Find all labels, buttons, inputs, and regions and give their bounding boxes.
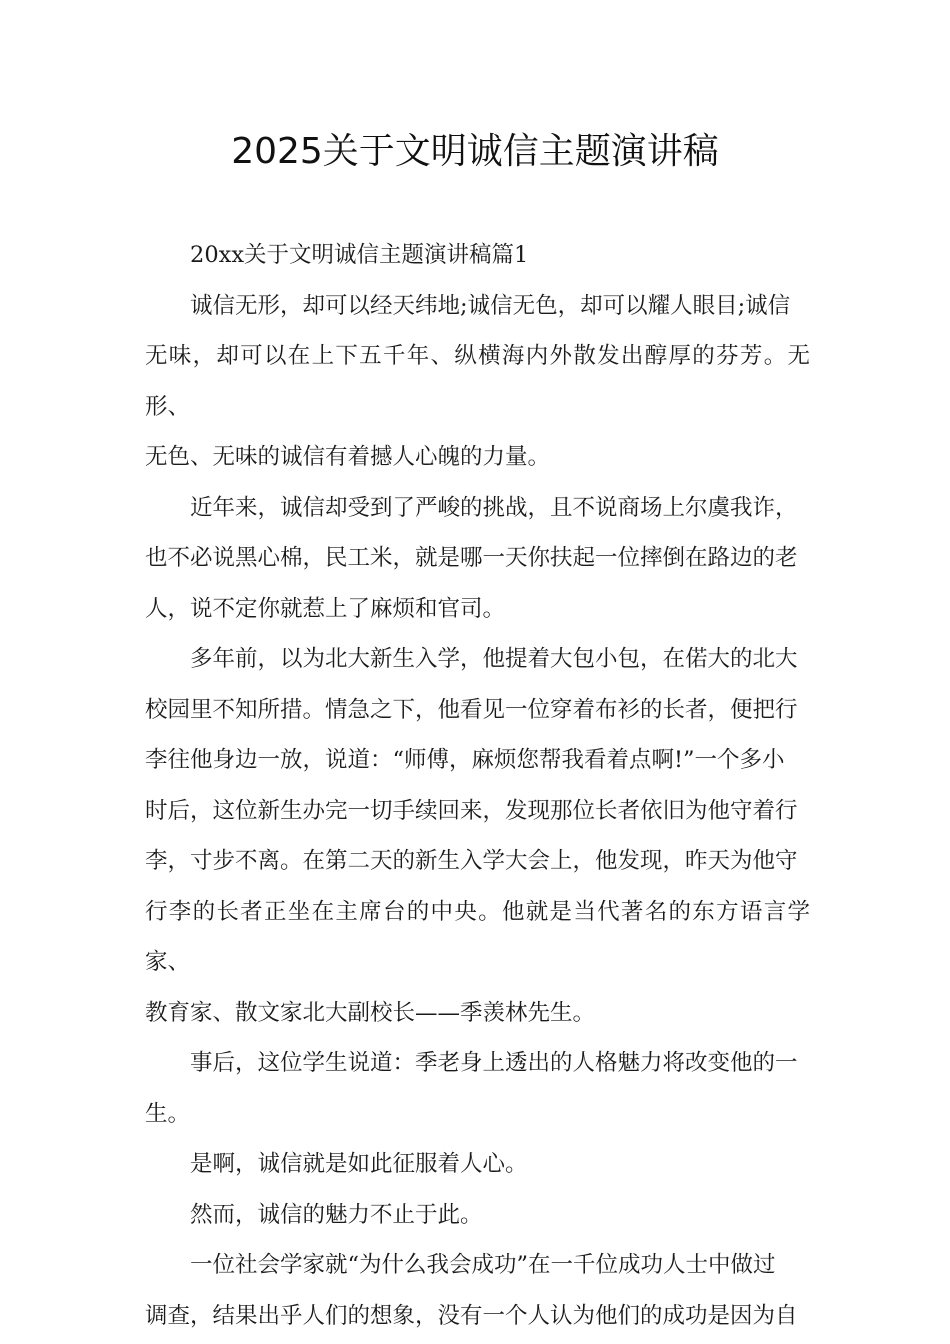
text-line: 无味，却可以在上下五千年、纵横海内外散发出醇厚的芬芳。无形、	[145, 343, 810, 420]
text-line: 人，说不定你就惹上了麻烦和官司。	[145, 595, 506, 622]
text-line: 生。	[145, 1100, 191, 1127]
text-line: 然而，诚信的魅力不止于此。	[190, 1201, 483, 1228]
paragraph-5	[145, 1038, 810, 1139]
paragraph-2	[145, 281, 810, 483]
text-line: 无色、无味的诚信有着撼人心魄的力量。	[145, 444, 551, 470]
text-line: 近年来，诚信却受到了严峻的挑战，且不说商场上尔虞我诈，	[190, 494, 798, 521]
paragraph-3	[145, 483, 810, 635]
text-line: 调查，结果出乎人们的想象，没有一个人认为他们的成功是因为自	[145, 1302, 798, 1329]
text-line: 一位社会学家就“为什么我会成功”在一千位成功人士中做过	[190, 1252, 776, 1278]
text-line: 行李的长者正坐在主席台的中央。他就是当代著名的东方语言学家、	[145, 898, 810, 975]
text-line: 是啊，诚信就是如此征服着人心。	[190, 1151, 528, 1177]
text-line: 李往他身边一放，说道：“师傅，麻烦您帮我看着点啊!”一个多小	[145, 747, 785, 773]
text-line: 20xx关于文明诚信主题演讲稿篇1	[190, 242, 529, 268]
paragraph-8	[145, 1240, 810, 1341]
text-line: 多年前，以为北大新生入学，他提着大包小包，在偌大的北大	[190, 646, 798, 672]
text-line: 李，寸步不离。在第二天的新生入学大会上，他发现，昨天为他守	[145, 848, 798, 874]
text-line: 诚信无形，却可以经天纬地;诚信无色，却可以耀人眼目;诚信	[190, 292, 791, 319]
text-line: 时后，这位新生办完一切手续回来，发现那位长者依旧为他守着行	[145, 797, 798, 824]
paragraph-7	[145, 1190, 810, 1241]
text-line: 校园里不知所措。情急之下，他看见一位穿着布衫的长者，便把行	[145, 696, 798, 723]
text-line: 教育家、散文家北大副校长——季羡林先生。	[145, 999, 596, 1026]
paragraph-4	[145, 634, 810, 1038]
paragraph-1	[145, 230, 810, 281]
text-line: 也不必说黑心棉，民工米，就是哪一天你扶起一位摔倒在路边的老	[145, 545, 798, 571]
page-title: 2025关于文明诚信主题演讲稿	[231, 131, 719, 172]
text-line: 事后，这位学生说道：季老身上透出的人格魅力将改变他的一	[190, 1050, 798, 1076]
document-body	[145, 230, 810, 1341]
paragraph-6	[145, 1139, 810, 1190]
